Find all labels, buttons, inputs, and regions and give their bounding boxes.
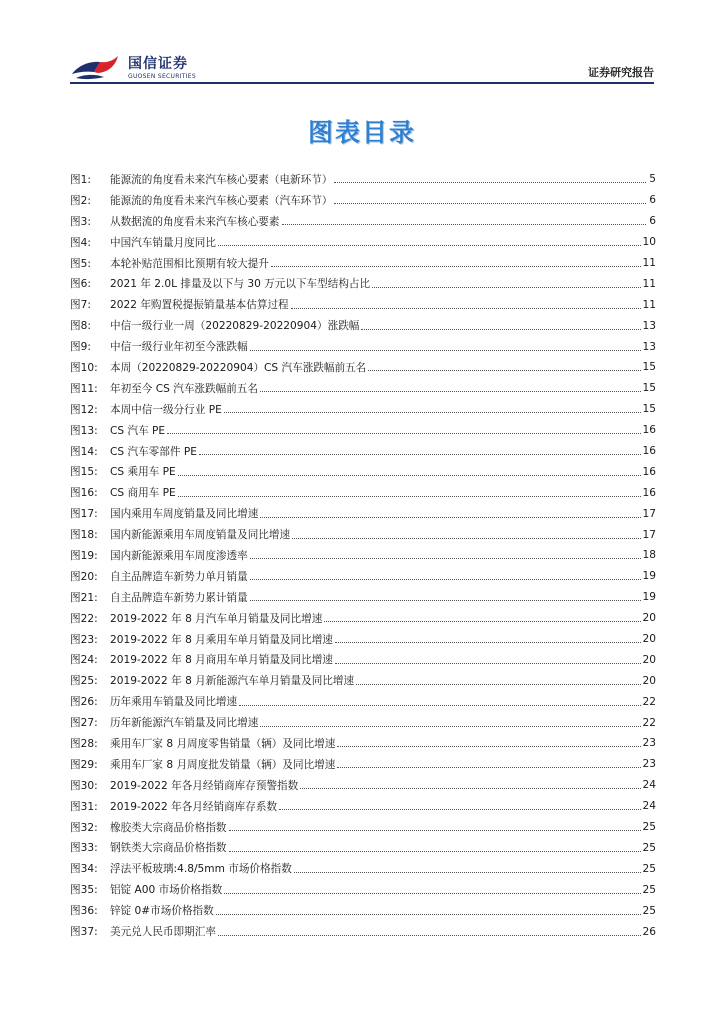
toc-dot-leader bbox=[239, 704, 640, 706]
toc-entry[interactable] bbox=[70, 253, 656, 274]
toc-figure-title: CS 乘用车 PE bbox=[110, 466, 176, 479]
toc-entry[interactable] bbox=[70, 336, 656, 357]
toc-figure-title: 历年新能源汽车销量及同比增速 bbox=[110, 717, 259, 730]
toc-page-number: 25 bbox=[642, 841, 656, 854]
toc-dot-leader bbox=[224, 411, 641, 413]
toc-figure-number: 图27: bbox=[70, 717, 98, 730]
toc-page-number: 15 bbox=[642, 403, 656, 416]
toc-figure-title: 本周中信一级分行业 PE bbox=[110, 403, 222, 416]
toc-dot-leader bbox=[279, 808, 640, 810]
toc-page-number: 17 bbox=[642, 528, 656, 541]
toc-figure-number: 图28: bbox=[70, 737, 98, 750]
toc-entry[interactable] bbox=[70, 232, 656, 253]
toc-page-number: 18 bbox=[642, 549, 656, 562]
toc-dot-leader bbox=[218, 934, 641, 936]
toc-figure-number: 图25: bbox=[70, 675, 98, 688]
toc-figure-number: 图11: bbox=[70, 382, 98, 395]
page-header bbox=[0, 0, 724, 90]
guosen-logo bbox=[70, 52, 196, 84]
toc-page-number: 23 bbox=[642, 737, 656, 750]
toc-page-number: 23 bbox=[642, 758, 656, 771]
toc-page-number: 13 bbox=[642, 319, 656, 332]
toc-dot-leader bbox=[337, 766, 640, 768]
toc-entry[interactable] bbox=[70, 482, 656, 503]
toc-figure-number: 图12: bbox=[70, 403, 98, 416]
toc-figure-number: 图5: bbox=[70, 257, 91, 270]
toc-page-number: 17 bbox=[642, 507, 656, 520]
toc-page-number: 25 bbox=[642, 883, 656, 896]
toc-entry[interactable] bbox=[70, 399, 656, 420]
toc-dot-leader bbox=[178, 495, 641, 497]
toc-page-number: 20 bbox=[642, 612, 656, 625]
toc-entry[interactable] bbox=[70, 441, 656, 462]
toc-entry[interactable] bbox=[70, 921, 656, 942]
toc-page-number: 22 bbox=[642, 716, 656, 729]
toc-figure-title: 从数据流的角度看未来汽车核心要素 bbox=[110, 215, 280, 228]
toc-figure-number: 图17: bbox=[70, 508, 98, 521]
toc-figure-title: 2019-2022 年各月经销商库存预警指数 bbox=[110, 779, 299, 792]
figure-table-of-contents bbox=[70, 169, 656, 942]
toc-page-number: 19 bbox=[642, 570, 656, 583]
page-title: 图表目录 bbox=[307, 118, 416, 147]
toc-page-number: 24 bbox=[642, 800, 656, 813]
toc-dot-leader bbox=[167, 432, 640, 434]
toc-page-number: 11 bbox=[642, 298, 656, 311]
toc-entry[interactable] bbox=[70, 503, 656, 524]
toc-figure-number: 图1: bbox=[70, 173, 91, 186]
toc-figure-title: 中信一级行业一周（20220829-20220904）涨跌幅 bbox=[110, 320, 360, 333]
toc-dot-leader bbox=[368, 369, 640, 371]
toc-entry[interactable] bbox=[70, 838, 656, 859]
toc-dot-leader bbox=[282, 223, 647, 225]
header-divider bbox=[70, 82, 654, 84]
toc-figure-title: 中国汽车销量月度同比 bbox=[110, 236, 216, 249]
toc-dot-leader bbox=[334, 202, 646, 204]
toc-dot-leader bbox=[250, 599, 641, 601]
toc-dot-leader bbox=[260, 390, 641, 392]
toc-figure-title: CS 汽车零部件 PE bbox=[110, 445, 197, 458]
toc-figure-title: 2019-2022 年 8 月新能源汽车单月销量及同比增速 bbox=[110, 675, 355, 688]
toc-entry[interactable] bbox=[70, 273, 656, 294]
toc-figure-title: 浮法平板玻璃:4.8/5mm 市场价格指数 bbox=[110, 863, 292, 876]
toc-figure-number: 图37: bbox=[70, 926, 98, 938]
toc-page-number: 6 bbox=[649, 215, 656, 228]
logo-chinese-name: 国信证券 bbox=[128, 55, 188, 72]
toc-figure-title: 2019-2022 年各月经销商库存系数 bbox=[110, 800, 278, 813]
toc-figure-number: 图8: bbox=[70, 320, 91, 333]
toc-figure-number: 图18: bbox=[70, 529, 98, 542]
toc-entry[interactable] bbox=[70, 670, 656, 691]
toc-page-number: 15 bbox=[642, 382, 656, 395]
toc-figure-title: 自主品牌造车新势力累计销量 bbox=[110, 591, 248, 604]
toc-figure-title: 国内新能源乘用车周度渗透率 bbox=[110, 549, 248, 562]
toc-dot-leader bbox=[337, 745, 640, 747]
toc-figure-number: 图36: bbox=[70, 905, 98, 918]
toc-figure-number: 图35: bbox=[70, 884, 98, 897]
toc-page-number: 20 bbox=[642, 674, 656, 687]
toc-entry[interactable] bbox=[70, 817, 656, 838]
toc-figure-number: 图9: bbox=[70, 341, 91, 354]
toc-figure-number: 图24: bbox=[70, 654, 98, 667]
toc-figure-number: 图32: bbox=[70, 821, 98, 834]
toc-figure-number: 图14: bbox=[70, 445, 98, 458]
toc-figure-title: 本周（20220829-20220904）CS 汽车涨跌幅前五名 bbox=[110, 361, 367, 374]
report-type-label: 证券研究报告 bbox=[588, 66, 654, 79]
toc-page-number: 11 bbox=[642, 257, 656, 269]
toc-figure-title: 橡胶类大宗商品价格指数 bbox=[110, 821, 227, 834]
toc-figure-number: 图19: bbox=[70, 549, 98, 562]
toc-entry[interactable] bbox=[70, 629, 656, 650]
toc-figure-number: 图22: bbox=[70, 612, 98, 625]
toc-figure-number: 图33: bbox=[70, 842, 98, 855]
toc-dot-leader bbox=[218, 244, 641, 246]
toc-figure-title: 2022 年购置税提振销量基本估算过程 bbox=[110, 299, 289, 312]
toc-entry[interactable] bbox=[70, 649, 656, 670]
toc-page-number: 10 bbox=[642, 236, 656, 249]
toc-dot-leader bbox=[334, 181, 646, 183]
toc-page-number: 16 bbox=[642, 445, 656, 458]
toc-entry[interactable] bbox=[70, 294, 656, 315]
toc-entry[interactable] bbox=[70, 796, 656, 817]
toc-figure-number: 图16: bbox=[70, 487, 98, 500]
toc-dot-leader bbox=[271, 265, 641, 267]
toc-figure-title: 能源流的角度看未来汽车核心要素（汽车环节） bbox=[110, 194, 333, 207]
toc-page-number: 20 bbox=[642, 653, 656, 666]
toc-figure-title: 年初至今 CS 汽车涨跌幅前五名 bbox=[110, 382, 258, 395]
toc-figure-number: 图26: bbox=[70, 696, 98, 709]
toc-figure-number: 图13: bbox=[70, 424, 98, 437]
toc-page-number: 24 bbox=[642, 779, 656, 792]
toc-figure-title: 铝锭 A00 市场价格指数 bbox=[110, 884, 223, 897]
toc-entry[interactable] bbox=[70, 169, 656, 190]
toc-entry[interactable] bbox=[70, 211, 656, 232]
toc-entry[interactable] bbox=[70, 775, 656, 796]
toc-figure-title: CS 汽车 PE bbox=[110, 424, 166, 437]
toc-page-number: 5 bbox=[649, 173, 656, 186]
toc-dot-leader bbox=[335, 641, 641, 643]
toc-entry[interactable] bbox=[70, 315, 656, 336]
toc-dot-leader bbox=[216, 913, 641, 915]
toc-entry[interactable] bbox=[70, 357, 656, 378]
toc-dot-leader bbox=[250, 578, 641, 580]
toc-figure-title: 中信一级行业年初至今涨跌幅 bbox=[110, 341, 248, 354]
toc-entry[interactable] bbox=[70, 378, 656, 399]
toc-figure-title: 国内乘用车周度销量及同比增速 bbox=[110, 508, 259, 521]
toc-figure-number: 图20: bbox=[70, 570, 98, 583]
toc-figure-number: 图3: bbox=[70, 215, 91, 228]
toc-entry[interactable] bbox=[70, 420, 656, 441]
toc-entry[interactable] bbox=[70, 587, 656, 608]
toc-dot-leader bbox=[324, 620, 640, 622]
toc-dot-leader bbox=[260, 725, 640, 727]
toc-entry[interactable] bbox=[70, 461, 656, 482]
toc-page-number: 11 bbox=[642, 277, 656, 290]
toc-figure-number: 图29: bbox=[70, 758, 98, 771]
toc-dot-leader bbox=[361, 328, 640, 330]
toc-dot-leader bbox=[292, 537, 640, 539]
toc-figure-title: CS 商用车 PE bbox=[110, 487, 176, 500]
toc-figure-title: 2019-2022 年 8 月汽车单月销量及同比增速 bbox=[110, 612, 323, 625]
toc-figure-number: 图2: bbox=[70, 194, 91, 207]
toc-dot-leader bbox=[250, 349, 641, 351]
toc-figure-title: 钢铁类大宗商品价格指数 bbox=[110, 842, 227, 855]
toc-entry[interactable] bbox=[70, 608, 656, 629]
toc-figure-title: 自主品牌造车新势力单月销量 bbox=[110, 570, 248, 583]
toc-page-number: 25 bbox=[642, 904, 656, 917]
toc-page-number: 20 bbox=[642, 633, 656, 646]
toc-dot-leader bbox=[199, 453, 641, 455]
toc-page-number: 16 bbox=[642, 486, 656, 499]
toc-entry[interactable] bbox=[70, 858, 656, 879]
toc-figure-title: 乘用车厂家 8 月周度批发销量（辆）及同比增速 bbox=[110, 758, 336, 771]
logo-english-name: GUOSEN SECURITIES bbox=[128, 72, 197, 80]
toc-figure-number: 图31: bbox=[70, 800, 98, 813]
toc-figure-number: 图30: bbox=[70, 779, 98, 792]
toc-figure-title: 能源流的角度看未来汽车核心要素（电新环节） bbox=[110, 173, 333, 186]
toc-page-number: 25 bbox=[642, 862, 656, 875]
toc-dot-leader bbox=[229, 829, 641, 831]
toc-page-number: 16 bbox=[642, 424, 656, 437]
toc-figure-title: 历年乘用车销量及同比增速 bbox=[110, 696, 238, 709]
toc-dot-leader bbox=[291, 307, 641, 309]
toc-entry[interactable] bbox=[70, 545, 656, 566]
toc-page-number: 22 bbox=[642, 695, 656, 708]
toc-page-number: 25 bbox=[642, 821, 656, 834]
toc-dot-leader bbox=[178, 474, 641, 476]
toc-dot-leader bbox=[229, 850, 641, 852]
toc-dot-leader bbox=[294, 871, 641, 873]
toc-figure-number: 图21: bbox=[70, 591, 98, 604]
toc-page-number: 13 bbox=[642, 340, 656, 353]
toc-page-number: 6 bbox=[649, 194, 656, 207]
toc-entry[interactable] bbox=[70, 879, 656, 900]
toc-figure-number: 图34: bbox=[70, 863, 98, 876]
toc-figure-number: 图4: bbox=[70, 236, 91, 249]
toc-page-number: 19 bbox=[642, 591, 656, 604]
toc-dot-leader bbox=[260, 516, 640, 518]
toc-figure-number: 图10: bbox=[70, 361, 98, 374]
toc-figure-title: 本轮补贴范围相比预期有较大提升 bbox=[110, 257, 269, 270]
toc-figure-title: 锌锭 0#市场价格指数 bbox=[110, 905, 214, 918]
toc-entry[interactable] bbox=[70, 691, 656, 712]
toc-figure-number: 图7: bbox=[70, 299, 91, 312]
guosen-logo-icon bbox=[70, 52, 120, 84]
toc-page-number: 16 bbox=[642, 465, 656, 478]
toc-figure-title: 2021 年 2.0L 排量及以下与 30 万元以下车型结构占比 bbox=[110, 278, 371, 291]
toc-entry[interactable] bbox=[70, 712, 656, 733]
toc-figure-number: 图6: bbox=[70, 278, 91, 291]
toc-figure-title: 乘用车厂家 8 月周度零售销量（辆）及同比增速 bbox=[110, 737, 336, 750]
toc-entry[interactable] bbox=[70, 566, 656, 587]
toc-figure-title: 国内新能源乘用车周度销量及同比增速 bbox=[110, 529, 291, 542]
toc-dot-leader bbox=[224, 892, 640, 894]
toc-dot-leader bbox=[372, 286, 640, 288]
toc-dot-leader bbox=[335, 662, 641, 664]
toc-figure-number: 图15: bbox=[70, 466, 98, 479]
toc-entry[interactable] bbox=[70, 733, 656, 754]
toc-figure-title: 2019-2022 年 8 月乘用车单月销量及同比增速 bbox=[110, 633, 333, 646]
toc-page-number: 15 bbox=[642, 361, 656, 374]
toc-figure-title: 2019-2022 年 8 月商用车单月销量及同比增速 bbox=[110, 654, 333, 667]
toc-page-number: 26 bbox=[642, 925, 656, 938]
toc-dot-leader bbox=[250, 557, 641, 559]
toc-entry[interactable] bbox=[70, 900, 656, 921]
toc-dot-leader bbox=[300, 787, 640, 789]
toc-entry[interactable] bbox=[70, 754, 656, 775]
toc-entry[interactable] bbox=[70, 524, 656, 545]
toc-figure-title: 美元兑人民币即期汇率 bbox=[110, 926, 216, 938]
toc-dot-leader bbox=[356, 683, 640, 685]
toc-figure-number: 图23: bbox=[70, 633, 98, 646]
toc-entry[interactable] bbox=[70, 190, 656, 211]
